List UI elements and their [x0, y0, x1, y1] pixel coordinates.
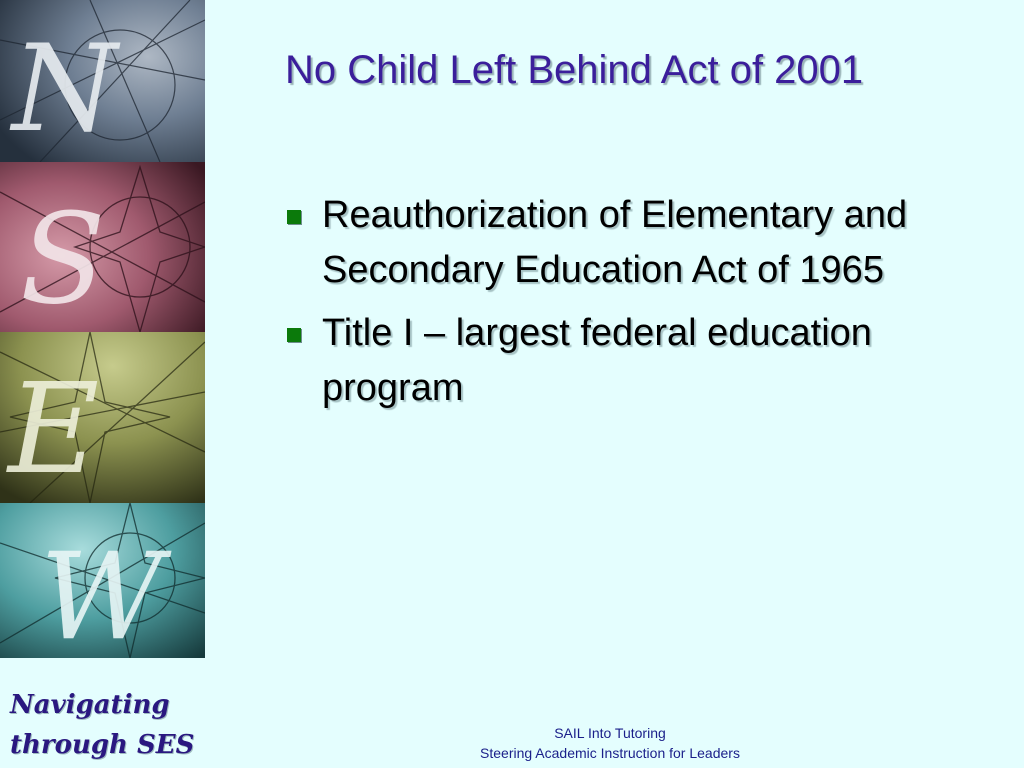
compass-panel-north [0, 0, 205, 162]
brand-line-2: through SES [10, 730, 195, 760]
bullet-item [285, 188, 1005, 298]
slide-footer [400, 723, 820, 763]
svg-text:N: N [12, 20, 117, 159]
footer-line-2: Steering Academic Instruction for Leaders [480, 745, 740, 761]
footer-line-1: SAIL Into Tutoring [554, 725, 666, 741]
compass-panel-east [0, 332, 205, 503]
square-bullet-icon [287, 210, 301, 224]
bullet-text: Reauthorization of Elementary and Secondary Education Act of 1965 [322, 194, 908, 291]
compass-sidebar [0, 0, 205, 658]
bullet-list [285, 188, 1005, 424]
compass-panel-west [0, 503, 205, 658]
svg-text:E: E [8, 357, 100, 502]
slide-title: No Child Left Behind Act of 2001 [285, 48, 864, 92]
bullet-item [285, 306, 1005, 416]
svg-text:W: W [40, 528, 164, 658]
bullet-text: Title I – largest federal education program [322, 312, 872, 409]
navigating-ses-logo [10, 685, 205, 765]
square-bullet-icon [287, 328, 301, 342]
svg-text:S: S [20, 187, 106, 332]
compass-panel-south [0, 162, 205, 332]
brand-line-1: Navigating [10, 690, 170, 720]
